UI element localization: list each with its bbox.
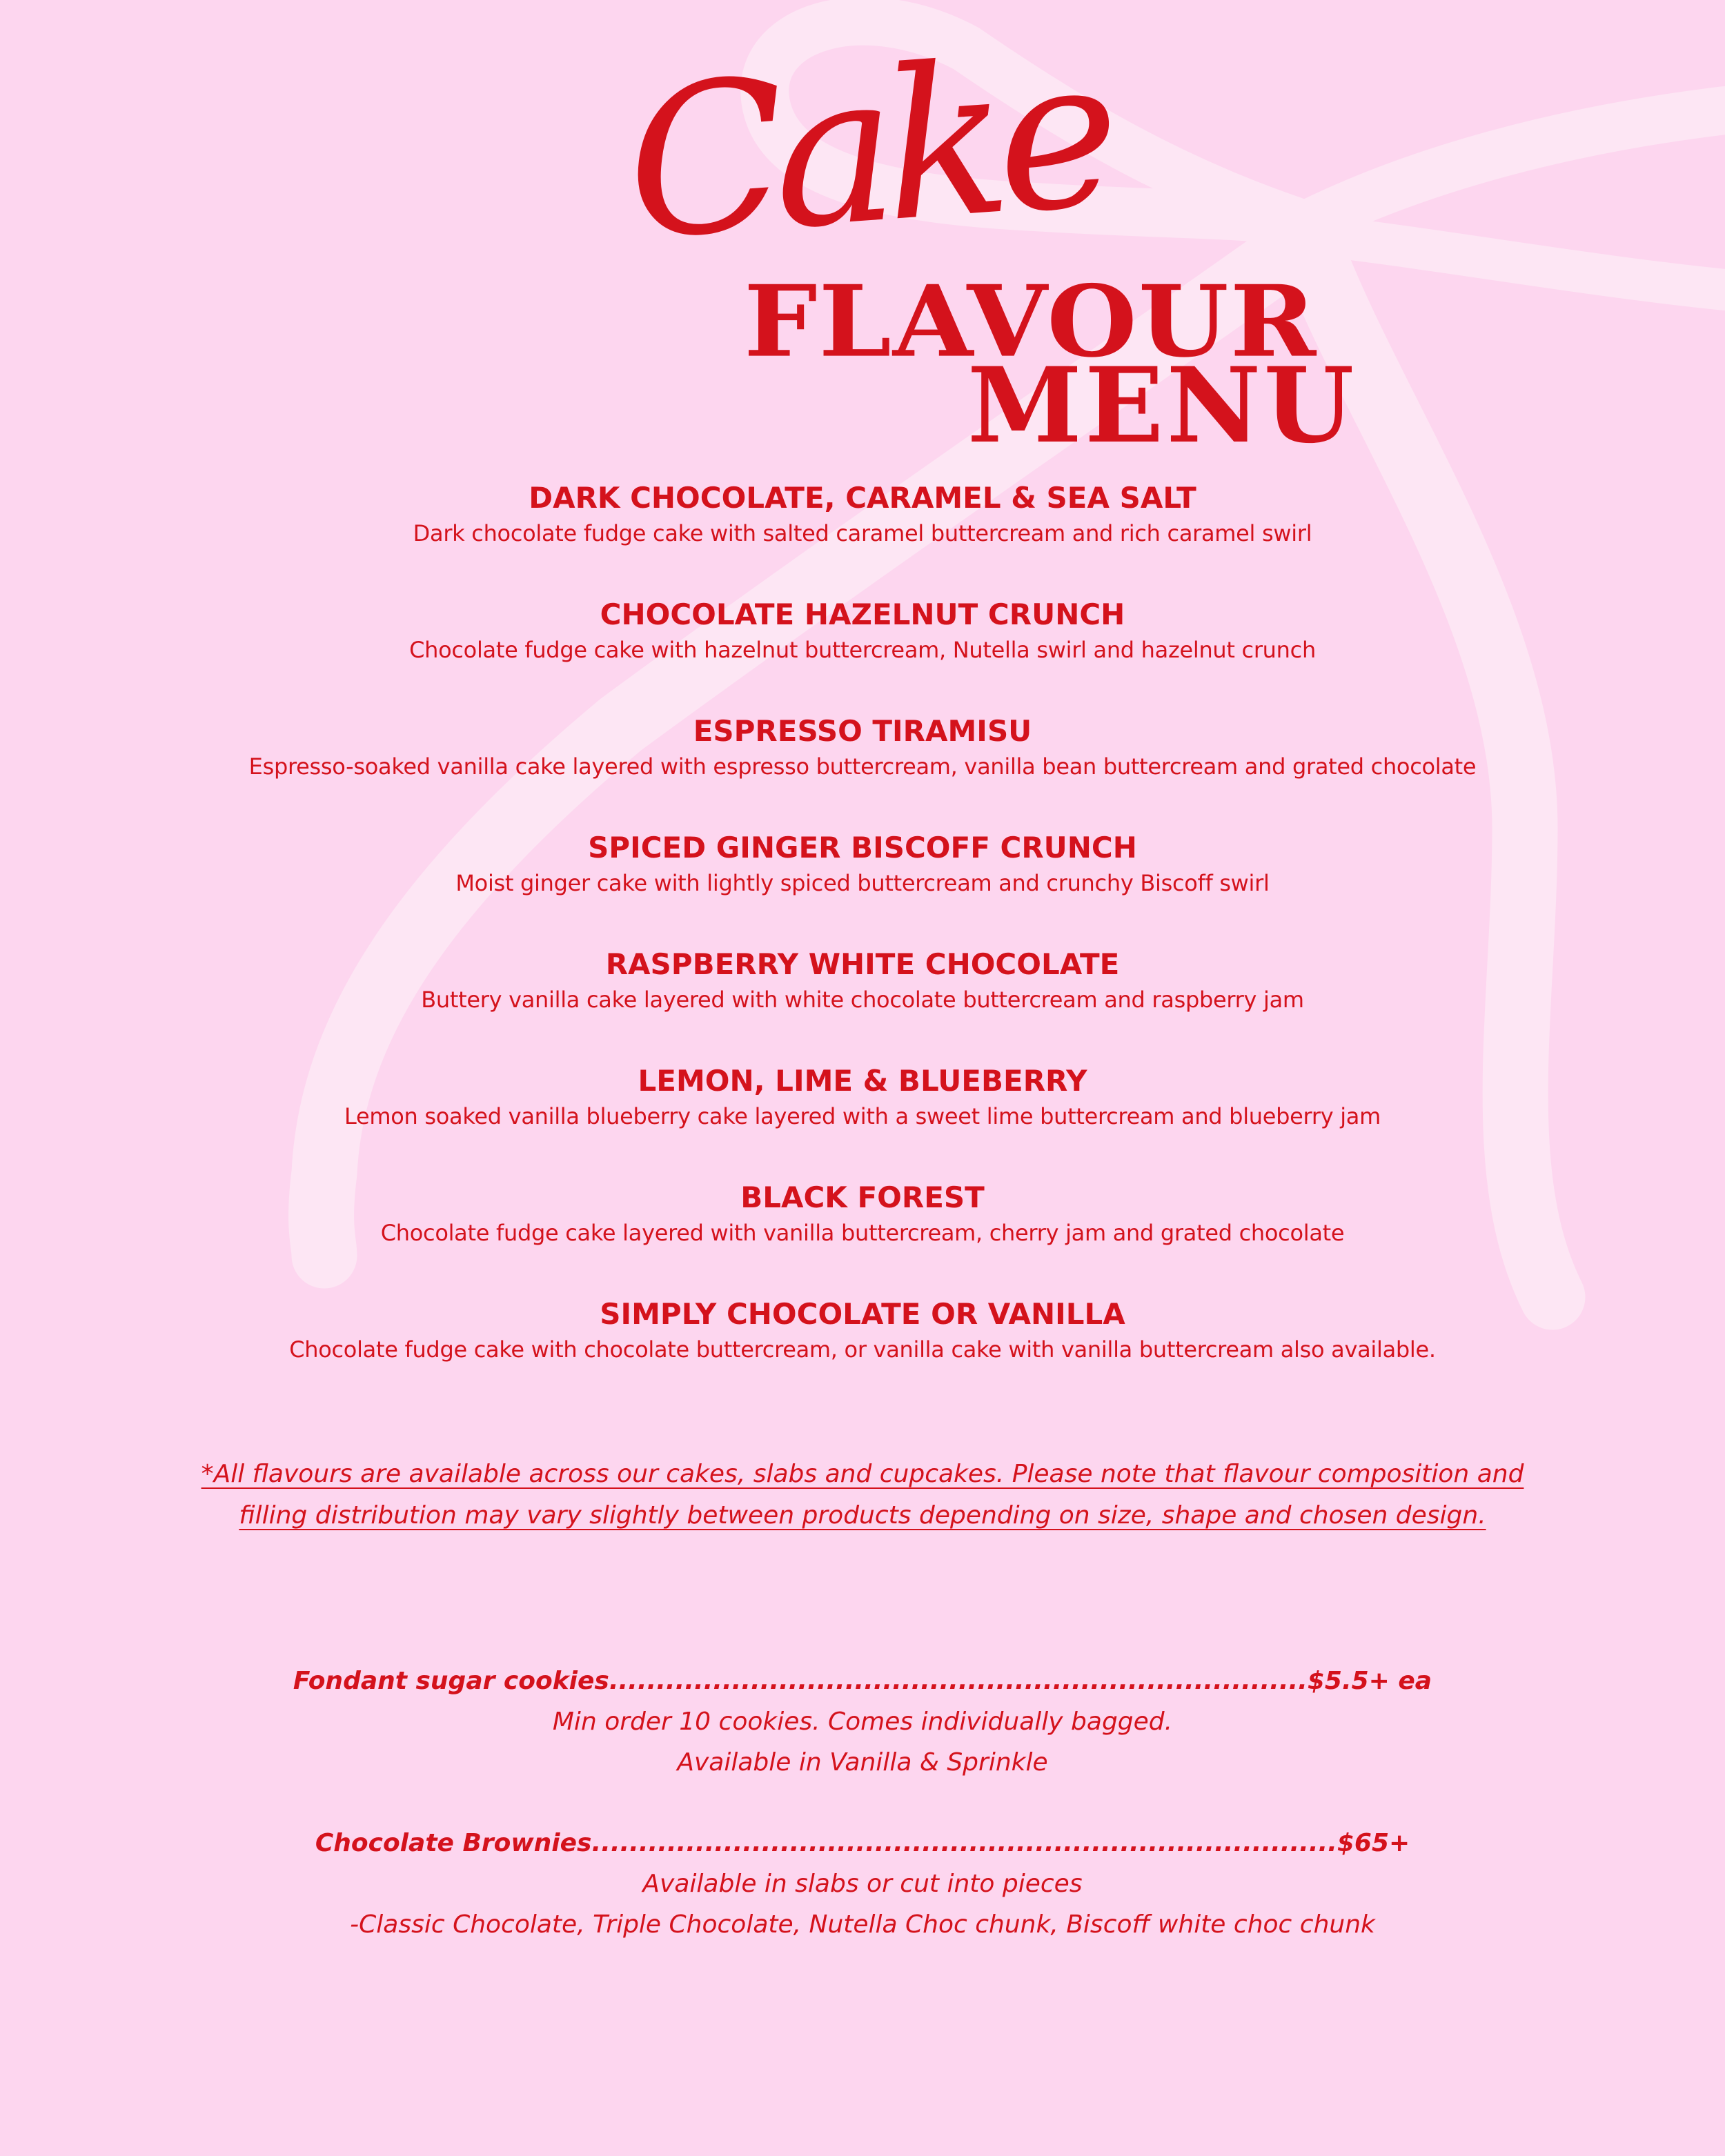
note-line: filling distribution may vary slightly between products depending on size, shape and chosen design.: [239, 1501, 1486, 1530]
flavour-item: [0, 1062, 1725, 1178]
flavour-list: [0, 479, 1725, 1412]
flavour-description: Espresso-soaked vanilla cake layered with espresso buttercream, vanilla bean buttercream and grated chocolate: [248, 753, 1477, 780]
flavour-item: [0, 595, 1725, 712]
flavour-name: SPICED GINGER BISCOFF CRUNCH: [588, 831, 1137, 864]
title-flavour: FLAVOUR: [744, 264, 1318, 379]
flavour-name: RASPBERRY WHITE CHOCOLATE: [605, 947, 1120, 981]
title-menu: MENU: [967, 345, 1357, 466]
flavour-description: Moist ginger cake with lightly spiced buttercream and crunchy Biscoff swirl: [455, 870, 1270, 896]
note-line: *All flavours are available across our cakes, slabs and cupcakes. Please note that flavour composition and: [201, 1460, 1524, 1488]
availability-note: [172, 1454, 1552, 1536]
flavour-item: [0, 712, 1725, 829]
flavour-item: [0, 479, 1725, 595]
flavour-name: ESPRESSO TIRAMISU: [693, 714, 1032, 748]
extra-cookies: [0, 1661, 1725, 1783]
flavour-description: Chocolate fudge cake with chocolate buttercream, or vanilla cake with vanilla buttercream also available.: [289, 1336, 1436, 1363]
title-script: Cake: [619, 12, 1115, 286]
flavour-description: Dark chocolate fudge cake with salted caramel buttercream and rich caramel swirl: [413, 520, 1312, 546]
flavour-name: DARK CHOCOLATE, CARAMEL & SEA SALT: [529, 481, 1196, 515]
cookies-price-heading: Fondant sugar cookies..........................................................................$5.5+ ea: [293, 1667, 1432, 1695]
flavour-description: Lemon soaked vanilla blueberry cake layered with a sweet lime buttercream and blueberry jam: [344, 1103, 1381, 1129]
flavour-name: BLACK FOREST: [740, 1180, 985, 1214]
brownies-detail: -Classic Chocolate, Triple Chocolate, Nutella Choc chunk, Biscoff white choc chunk: [350, 1910, 1375, 1939]
flavour-item: [0, 1178, 1725, 1295]
flavour-description: Chocolate fudge cake layered with vanilla buttercream, cherry jam and grated chocolate: [380, 1220, 1345, 1246]
flavour-item: [0, 829, 1725, 945]
cookies-detail: Available in Vanilla & Sprinkle: [677, 1748, 1048, 1777]
flavour-description: Chocolate fudge cake with hazelnut buttercream, Nutella swirl and hazelnut crunch: [409, 637, 1316, 663]
extra-brownies: [0, 1823, 1725, 1945]
brownies-price-heading: Chocolate Brownies...............................................................................$65+: [315, 1829, 1410, 1857]
brownies-detail: Available in slabs or cut into pieces: [642, 1870, 1083, 1898]
cookies-detail: Min order 10 cookies. Comes individually bagged.: [552, 1708, 1173, 1736]
flavour-item: [0, 1295, 1725, 1412]
flavour-item: [0, 945, 1725, 1062]
flavour-name: CHOCOLATE HAZELNUT CRUNCH: [600, 597, 1125, 631]
flavour-name: LEMON, LIME & BLUEBERRY: [638, 1064, 1087, 1098]
flavour-name: SIMPLY CHOCOLATE OR VANILLA: [600, 1297, 1125, 1331]
flavour-description: Buttery vanilla cake layered with white chocolate buttercream and raspberry jam: [421, 987, 1304, 1013]
